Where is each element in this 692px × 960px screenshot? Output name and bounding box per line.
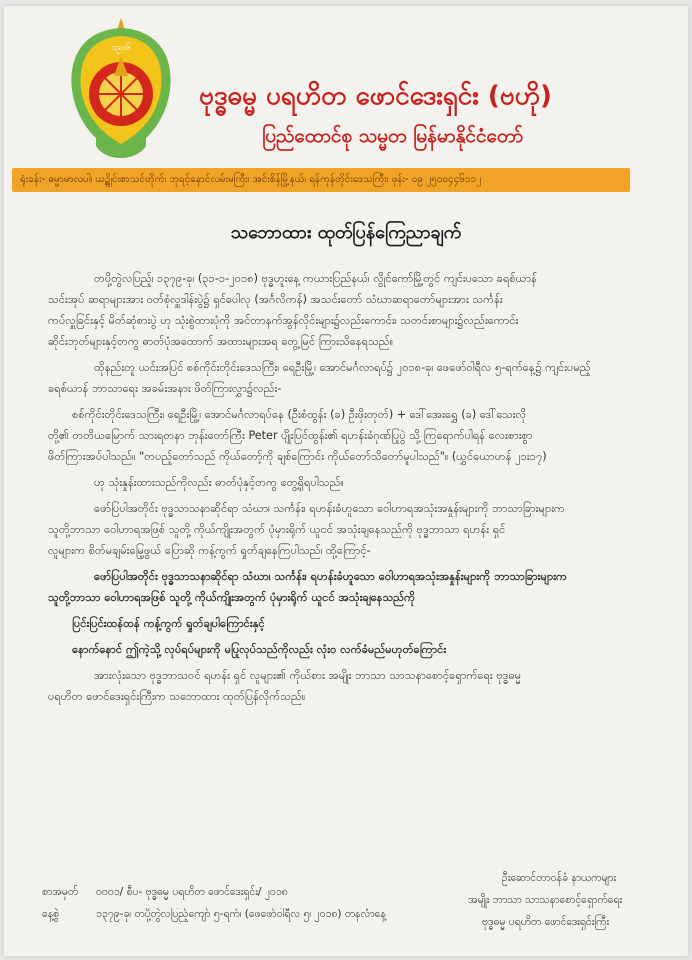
document-title: သဘောထား ထုတ်ပြန်ကြေညာချက် [230,222,462,243]
country-name: ပြည်ထောင်စု သမ္မတ မြန်မာနိုင်ငံတော် [262,125,524,147]
body-line: ခရစ်ယာန် ဘာသာရေး အခမ်းအနား ဖိတ်ကြားလွှာ၌လည်း- [48,382,282,395]
body-line: သူတို့ဘာသာ ဝေါဟာရအဖြစ် သူတို့ ကိုယ်ကျိုးအတွက် ပုံမှားရိုက် ယူငင် အသုံးချနေသည်ကို ဗုဒ္ဓဘာသာ ရဟန်း ရှင် [48,523,506,536]
document-page [4,6,688,956]
date-value: ၁၃၇၉-ခု၊ တပို့တွဲလပြည့်ကျော် ၅-ရက်၊ (ဖေဖော်ဝါရီလ ၅၊ ၂၀၁၈) တနင်္လာနေ့ [96,908,386,920]
body-line: ပရဟိတ ဖောင်ဒေးရှင်းကြီးက သဘောထား ထုတ်ပြန်လိုက်သည်။ [48,690,306,703]
body-line: ထိုနည်းတူ ယင်းအပြင် စစ်ကိုင်းတိုင်းဒေသကြီး၊ ရေဦးမြို့၊ အောင်မင်္ဂလာရပ်၌ ၂၀၁၈-ခု၊ ဖေဖော်ဝါရီလ ၅-ရက်နေ့၌ ကျင်းပမည့် [94,361,591,374]
signatory-line-1: ဦးဆောင်တာဝန်ခံ နာယကများ [502,872,617,884]
body-line: ဖော်ပြပါအတိုင်း ဗုဒ္ဓသာသနာဆိုင်ရာ သံဃာ၊ သင်္ကန်း၊ ရဟန်းခံဟူသော ဝေါဟာရအသုံးအနှုန်းများကို ဘာသာခြားများက [94,570,568,583]
body-line: ဖိတ်ကြားအပ်ပါသည်။ "တပည့်တော်သည် ကိုယ်တော့်ကို ချစ်ကြောင်း ကိုယ်တော်သိတော်မူပါသည်"။ (ယွှင်ယောဟန် ၂၁း၁၇) [48,450,547,463]
svg-text:၁၉၀၆: ၁၉၀၆ [110,43,132,53]
organization-name: ဗုဒ္ဓဓမ္မ ပရဟိတ ဖောင်ဒေးရှင်း (ဗဟို) [199,81,552,111]
body-line: သူတို့ဘာသာ ဝေါဟာရအဖြစ် သူတို့ ကိုယ်ကျိုးအတွက် ပုံမှားရိုက် ယူငင် အသုံးချနေသည်ကို [48,591,416,604]
signatory-line-2: အမျိုး ဘာသာ သာသနာစောင့်ရှောက်ရေး [468,894,623,906]
body-line: ကပ်လှူခြင်းနှင့် မိတ်ဆုံစားပွဲ ဟု သုံးစွဲထားပုံကို အင်တာနက်အွန်လိုင်းများ၌လည်းကောင်း၊ သတင်းစာများ၌လည်းကောင်း [48,314,519,327]
body-line: ဆိုင်းဘုတ်များနှင့်တကွ ဓာတ်ပုံအထောက် အထားများအရ တွေ့မြင် ကြားသိနေရသည်။ [48,335,394,348]
body-line: လူများက စိတ်မချမ်းမြေ့ဖွယ် ပြောဆို ကန့်ကွက် ရှုတ်ချနေကြပါသည်၊ ထို့ကြောင့်- [48,544,371,557]
foundation-logo-icon [66,16,176,166]
body-line: ဟု သုံးနှုန်းထားသည်ကိုလည်း ဓာတ်ပုံနှင့်တကွ တွေ့ရှိရပါသည်။ [94,476,344,489]
date-label: နေ့စွဲ [42,908,60,920]
address-text: ရုံးခန်း- ဓမ္မာမာလပါ၊ ယဉ္ဆိုင်းစာသင်တိုက်၊ ဘုရင့်နောင်လမ်းမကြီး၊ အင်းစိန်မြို့နယ်၊ ရန်ကုန်တိုင်းဒေသကြီး၊ ဖုန်း- ၀၉ ၂၅၀၀၄၄၆၁၁၂ [20,174,482,185]
body-line: တို့၏ တတိယမြောက် သားရတနာ ဘုန်းတော်ကြီး Peter ပျိုးပြင်ထွန်း၏ ရဟန်းခံဂုဏ်ပြုပွဲ သို့ ကြရောက်ပါရန် လေးစားစွာ [48,429,533,442]
body-line: သင်းအုပ် ဆရာများအား ဝတ်စုံလှူဒါန်းပွဲ၌ ရှင်ပေါလု (အင်္ဂလိကန်) အသင်းတော် သံဃာဆရာတော်များအား သင်္ကန်း [48,293,503,306]
body-line: ဖော်ပြပါအတိုင်း ဗုဒ္ဓသာသနာဆိုင်ရာ သံဃာ၊ သင်္ကန်း၊ ရဟန်းခံဟူသော ဝေါဟာရအသုံးအနှုန်းများကို ဘာသာခြားများက [94,502,566,515]
body-line: တပို့တွဲလပြည့်၊ ၁၃၇၉-ခု၊ (၃၁-၁-၂၀၁၈) ဗုဒ္ဓဟူးနေ့ ကယားပြည်နယ်၊ လွိုင်ကော်မြို့တွင် ကျင်းပသော ခရစ်ယာန် [94,272,537,285]
body-line: နောက်နောင် ဤကဲ့သို့ လုပ်ရပ်များကို မပြုလုပ်သည်ကိုလည်း လုံးဝ လက်ခံမည်မဟုတ်ကြောင်း [72,643,447,656]
reference-value: ၀၀၀၁/ စီပ- ဗုဒ္ဓဓမ္မ ပရဟိတ ဖောင်ဒေးရှင်း/ ၂၀၁၈ [96,886,288,898]
reference-label: စာအမှတ် [42,886,79,898]
body-line: အားလုံးသော ဗုဒ္ဓဘာသဝင် ရဟန်း ရှင် လူများ၏ ကိုယ်စား အမျိုး ဘာသာ သာသနာစောင့်ရှောက်ရေး ဗုဒ္ဓဓမ္မ [94,669,522,682]
body-line: ပြင်းပြင်းထန်ထန် ကန့်ကွက် ရှုတ်ချပါကြောင်းနှင့် [72,617,265,630]
signatory-line-3: ဗုဒ္ဓဓမ္မ ပရဟိတ ဖောင်ဒေးရှင်းကြီး [482,916,610,928]
body-line: စစ်ကိုင်းတိုင်းဒေသကြီး၊ ရေဦးမြို့၊ အောင်မင်္ဂလာရပ်နေ (ဦးစံထွန်း (ခ) ဦးဖိုးတုတ်) + ဒေါ်အေးရွှေ (ခ) ဒေါ်သေးလို [72,408,527,421]
